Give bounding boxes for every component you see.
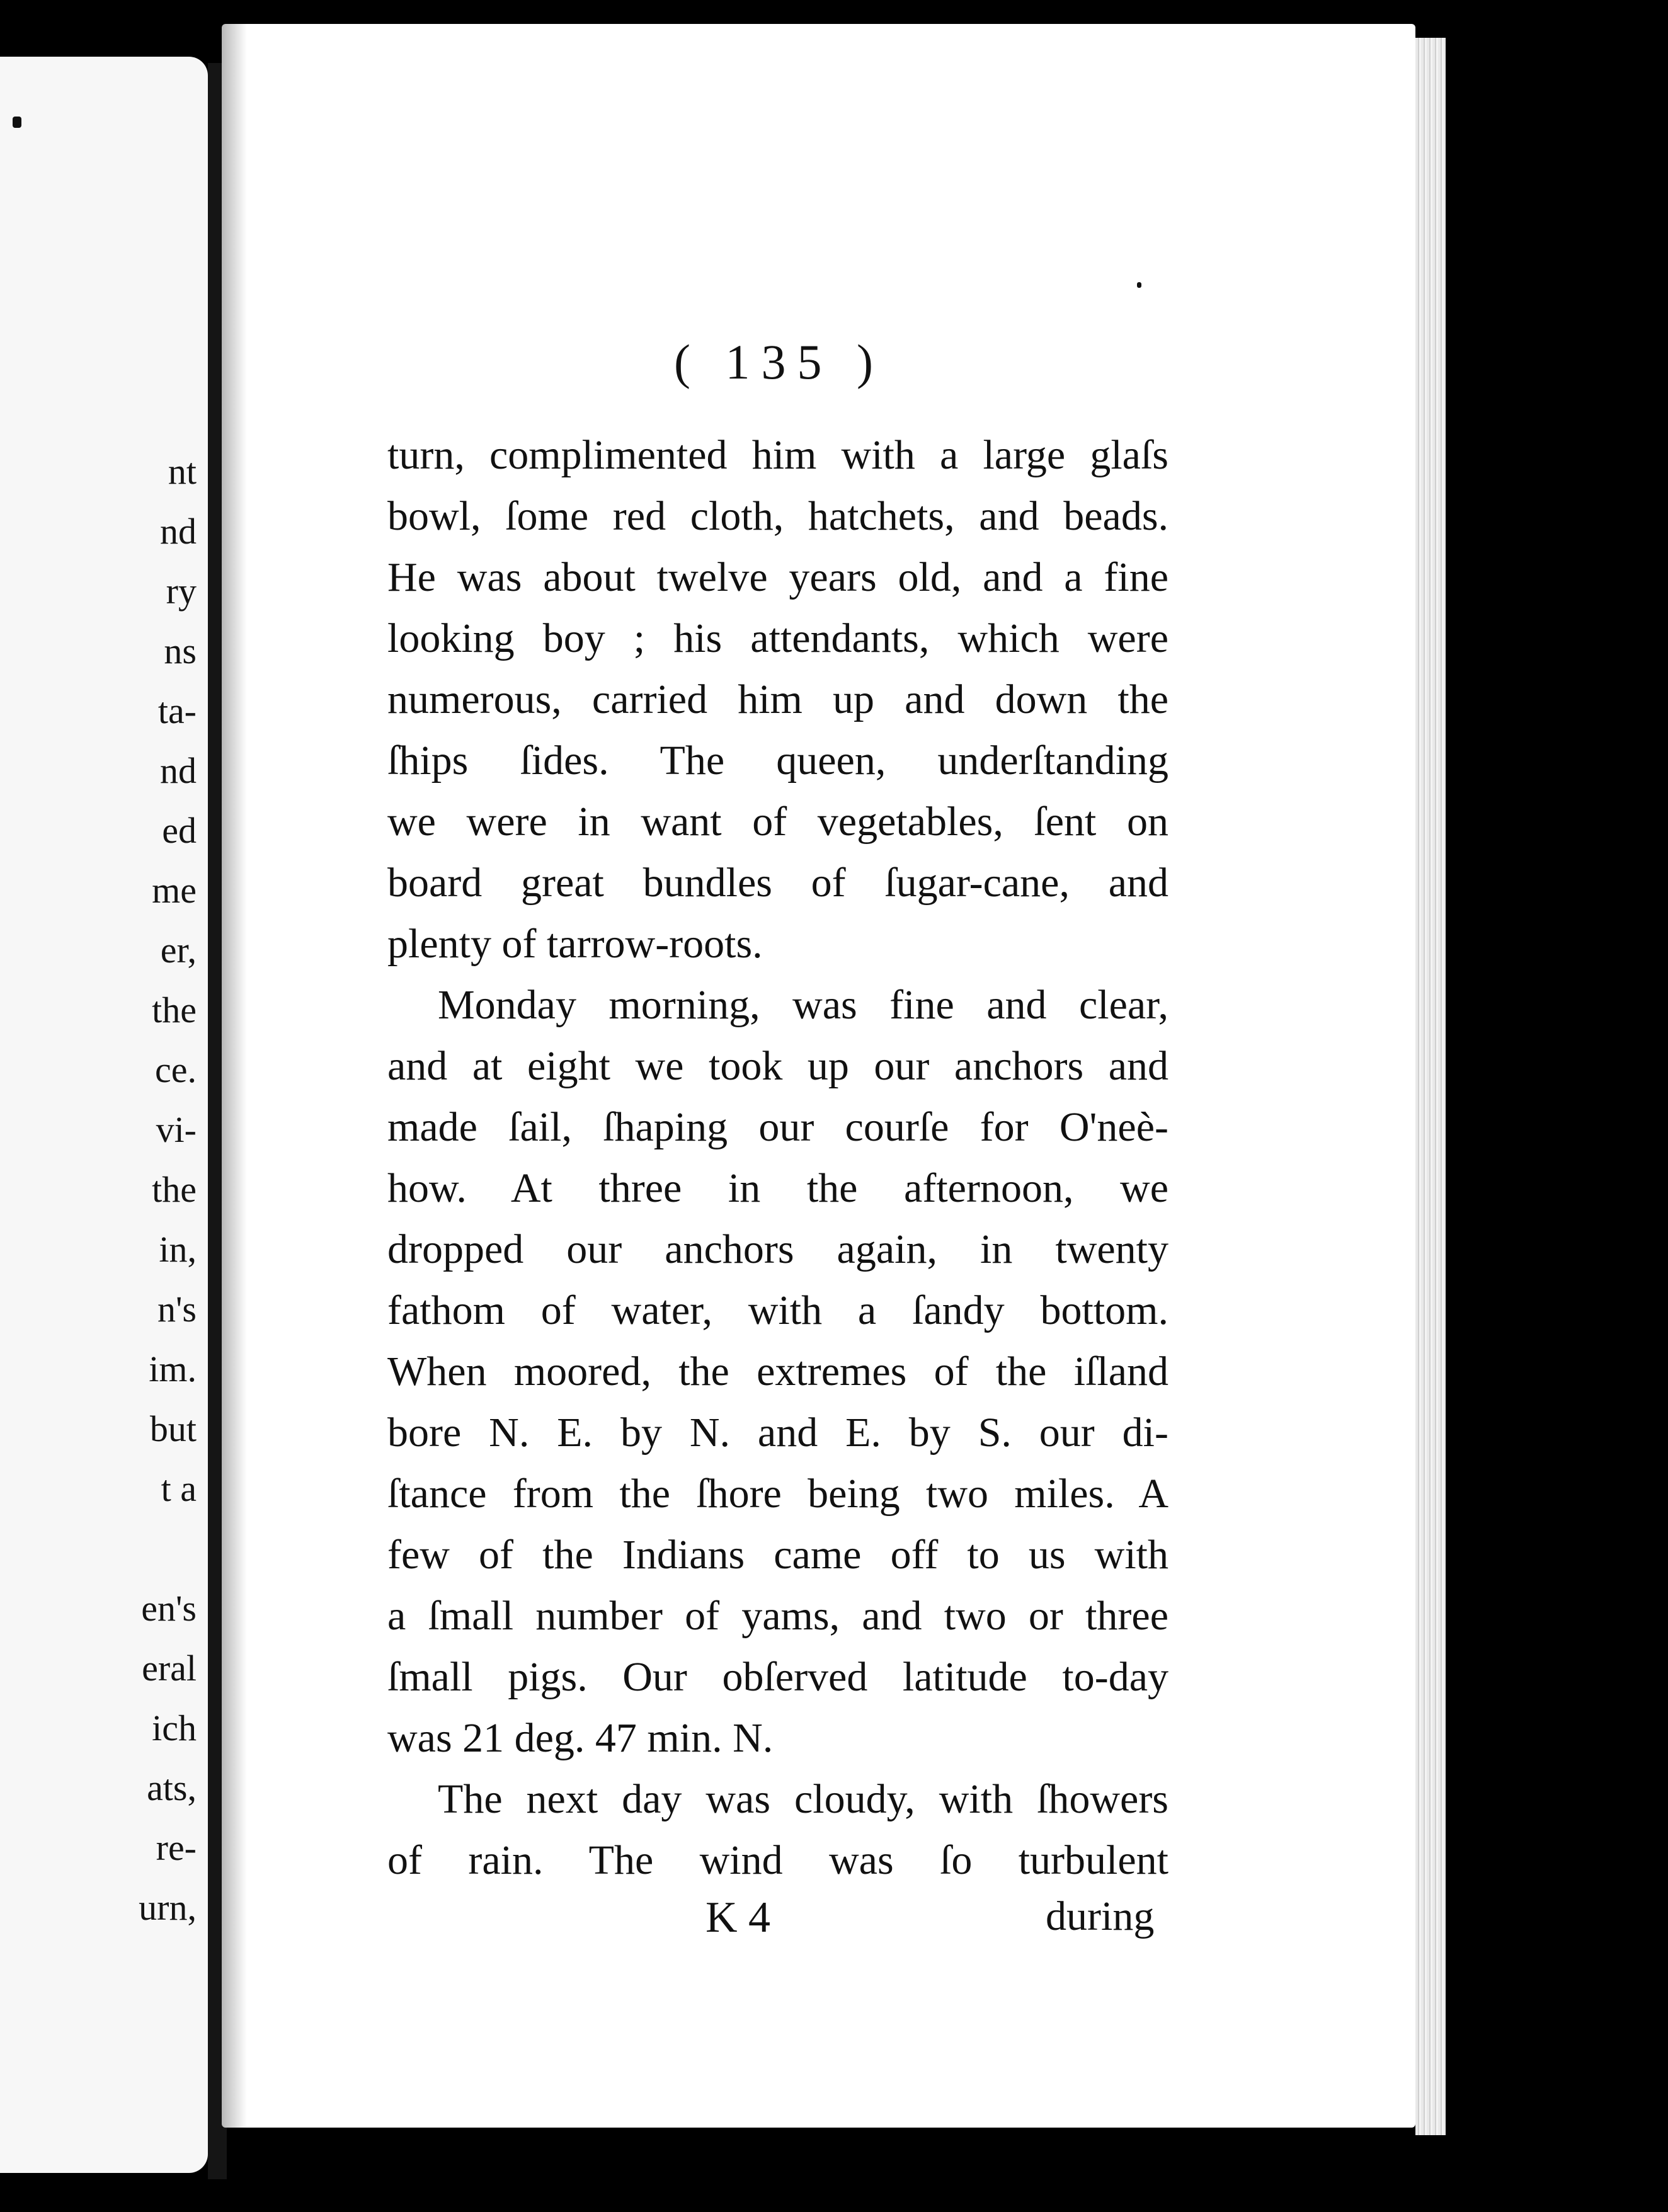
left-line: nt (168, 451, 197, 492)
text-line: and at eight we took up our anchors and (387, 1043, 1168, 1089)
left-line: ich (152, 1707, 197, 1748)
text-line: ſmall pigs. Our obſerved latitude to-day (387, 1654, 1168, 1700)
left-line: the (152, 1169, 197, 1210)
text-line: we were in want of vegetables, ſent on (387, 799, 1168, 845)
text-line: bowl, ſome red cloth, hatchets, and beads. (387, 493, 1168, 539)
text-line: dropped our anchors again, in twenty (387, 1226, 1168, 1272)
text-line: ſtance from the ſhore being two miles. A (387, 1471, 1168, 1517)
left-line: nd (160, 750, 197, 791)
left-line: ed (162, 810, 197, 851)
left-line: me (152, 870, 197, 911)
page-number: ( 135 ) (674, 334, 884, 389)
catchword: during (1046, 1893, 1155, 1939)
left-line: the (152, 989, 197, 1030)
text-line: Monday morning, was fine and clear, (438, 982, 1168, 1028)
text-line: few of the Indians came off to us with (387, 1532, 1168, 1578)
left-line: urn, (139, 1887, 197, 1928)
text-line: made ſail, ſhaping our courſe for O'neè- (387, 1104, 1168, 1150)
left-line: n's (157, 1289, 197, 1330)
gutter-shadow (222, 24, 247, 2128)
text-line: The next day was cloudy, with ſhowers (438, 1776, 1168, 1822)
left-line: in, (159, 1229, 197, 1270)
left-line: im. (149, 1348, 197, 1389)
left-line: re- (156, 1827, 197, 1868)
text-line: bore N. E. by N. and E. by S. our di- (387, 1410, 1168, 1456)
left-line: eral (142, 1648, 197, 1689)
left-line: ry (166, 571, 197, 612)
text-line: ſhips ſides. The queen, underſtanding (387, 738, 1168, 784)
text-line: a ſmall number of yams, and two or three (387, 1593, 1168, 1639)
text-line: fathom of water, with a ſandy bottom. (387, 1287, 1168, 1333)
text-line: how. At three in the afternoon, we (387, 1165, 1168, 1211)
left-line: en's (141, 1588, 197, 1629)
text-line: looking boy ; his attendants, which were (387, 615, 1168, 661)
ink-mark (13, 117, 21, 128)
signature-mark: K 4 (705, 1893, 771, 1942)
left-line: nd (160, 511, 197, 552)
left-line: ns (164, 630, 197, 671)
text-line: He was about twelve years old, and a fine (387, 554, 1168, 600)
page-edges (1415, 38, 1446, 2135)
left-line: but (149, 1408, 197, 1449)
text-line: numerous, carried him up and down the (387, 676, 1168, 722)
left-page (0, 57, 208, 2173)
left-line: er, (160, 930, 197, 971)
left-line: vi- (156, 1109, 197, 1150)
left-line: ats, (147, 1767, 197, 1808)
text-line: board great bundles of ſugar-cane, and (387, 860, 1168, 906)
left-line: ta- (157, 690, 197, 731)
left-line: t a (161, 1468, 197, 1509)
ink-mark (1137, 282, 1141, 288)
left-line: ce. (155, 1049, 197, 1090)
text-line: turn, complimented him with a large glaſs (387, 432, 1168, 478)
text-line: was 21 deg. 47 min. N. (387, 1715, 774, 1761)
text-line: of rain. The wind was ſo turbulent (387, 1837, 1168, 1883)
text-line: When moored, the extremes of the iſland (387, 1348, 1168, 1394)
text-line: plenty of tarrow-roots. (387, 921, 763, 967)
